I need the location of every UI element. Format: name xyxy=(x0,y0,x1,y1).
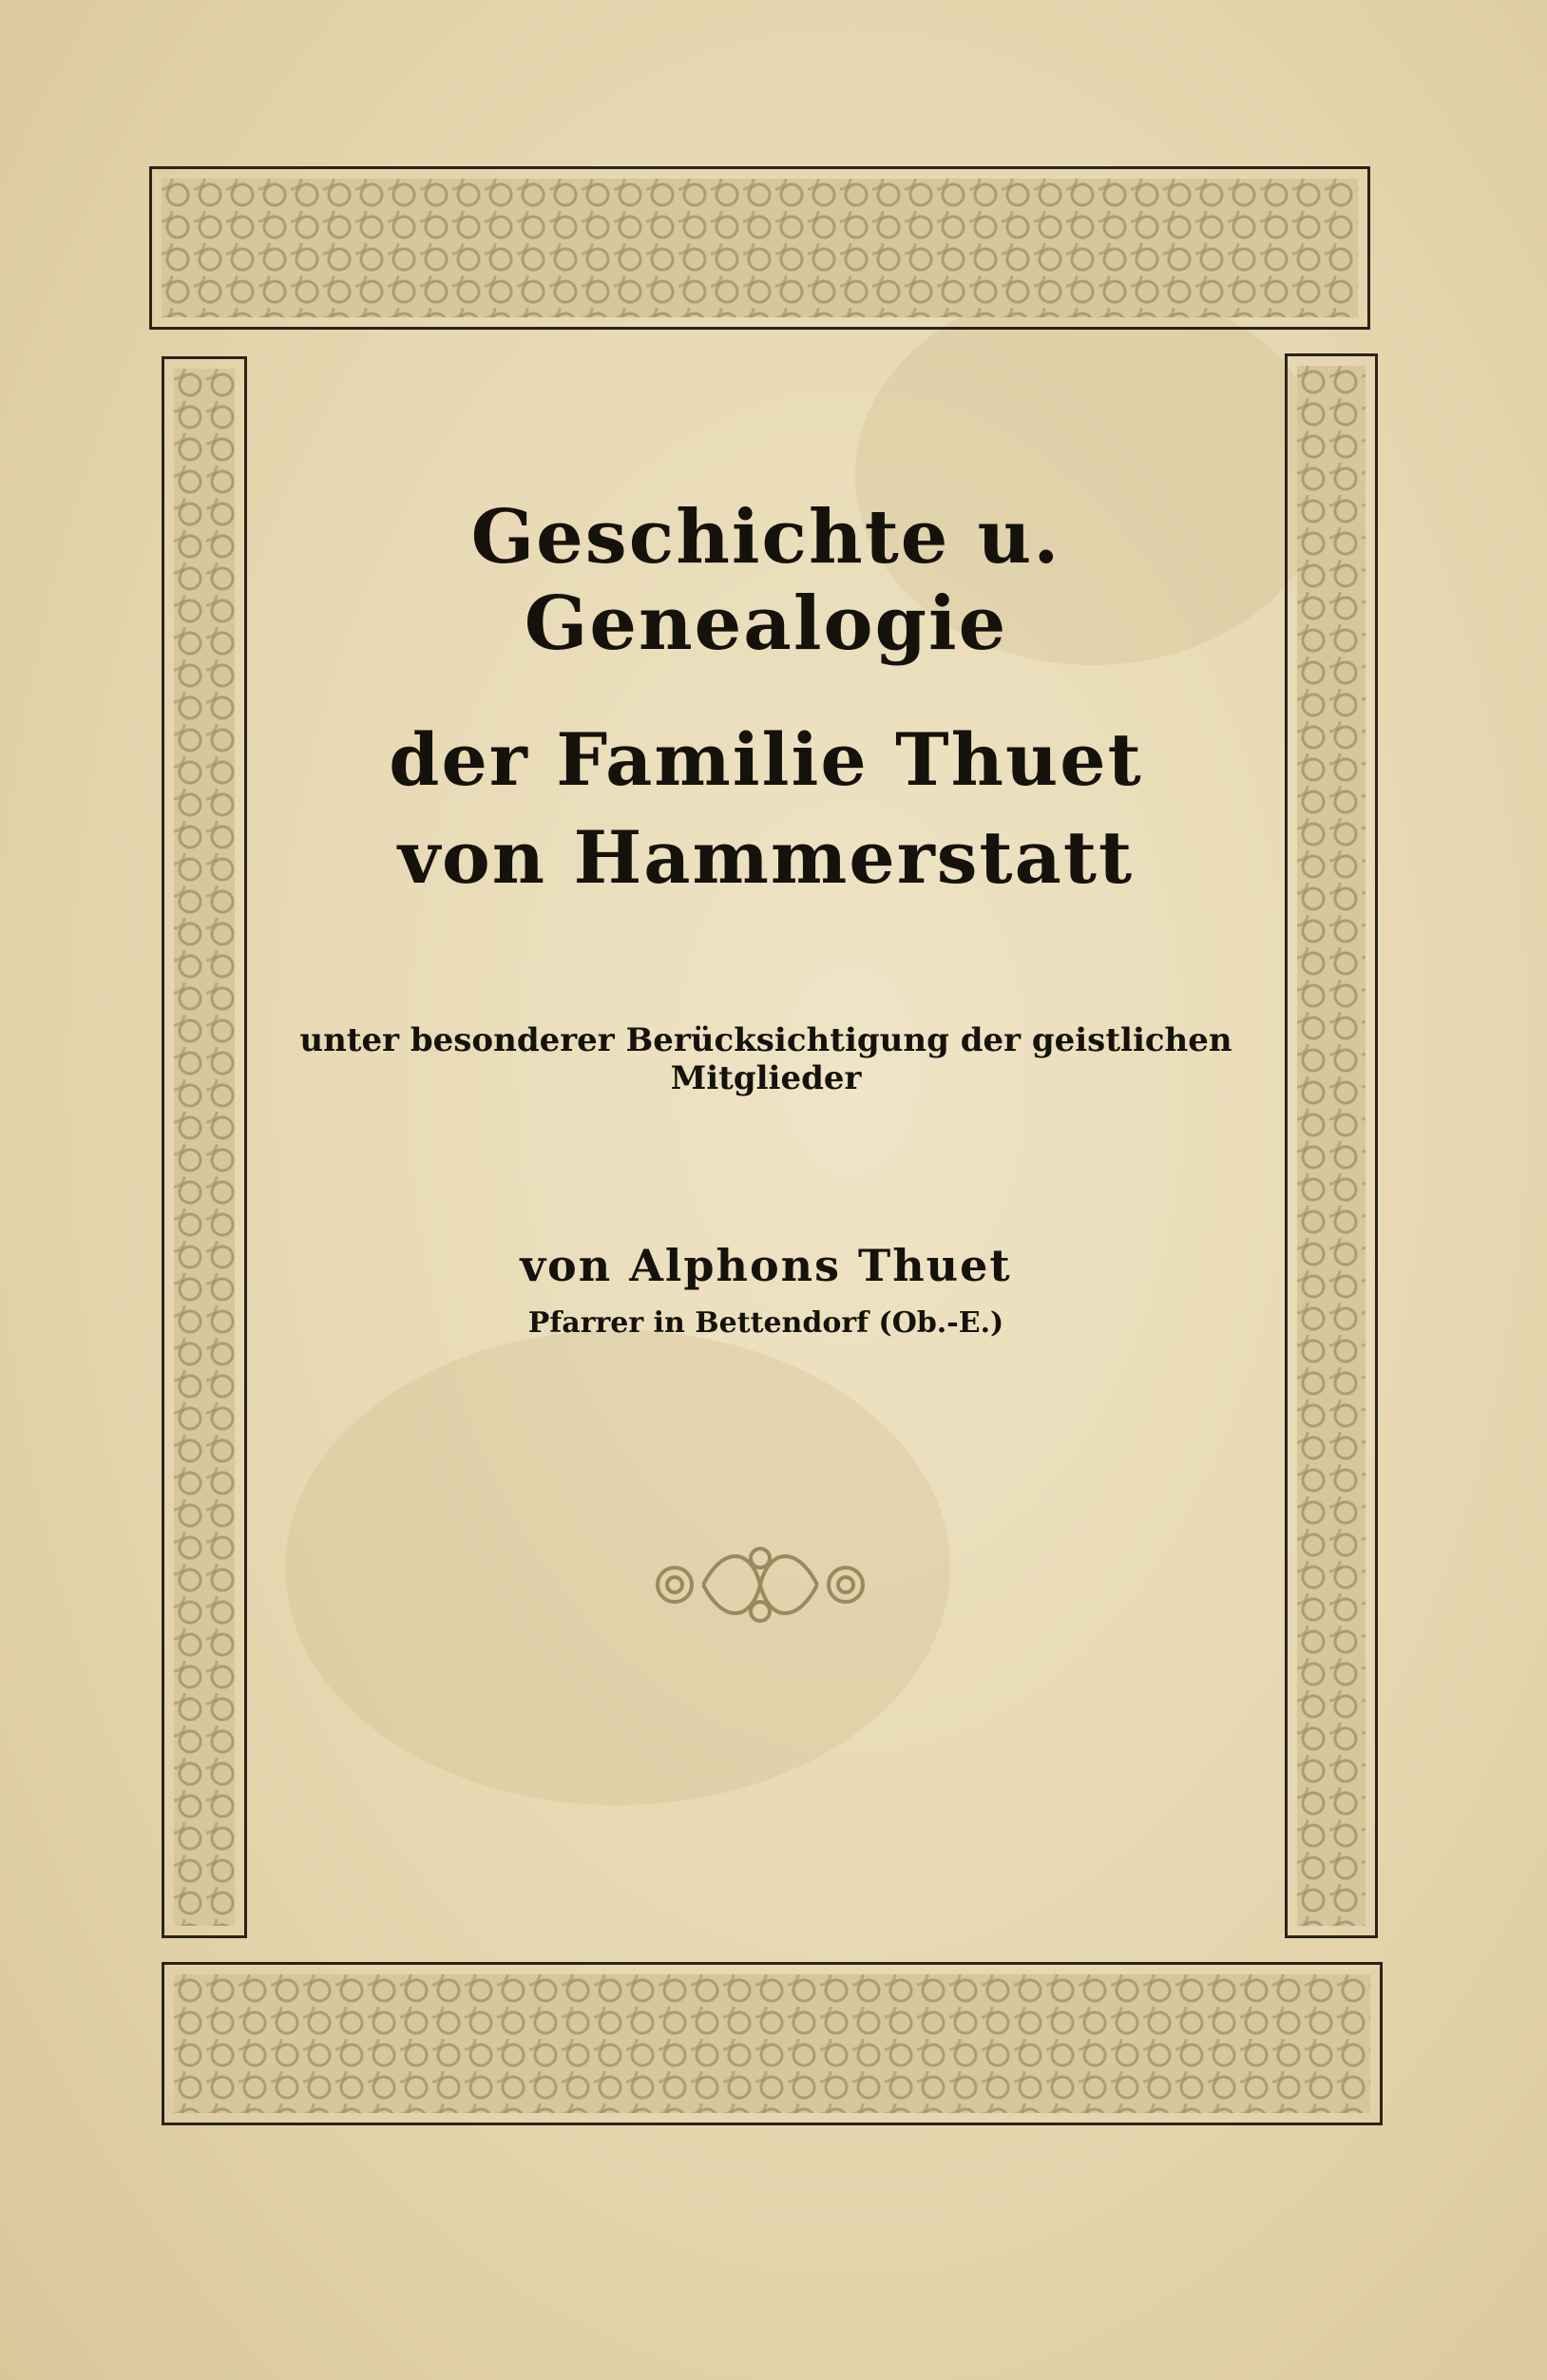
cover-subtitle-line-1: der Familie Thuet xyxy=(389,717,1143,802)
cover-title: Geschichte u. Genealogie xyxy=(470,494,1061,667)
decorative-ornament xyxy=(646,1537,874,1632)
ornamental-border-top xyxy=(149,166,1370,330)
ornamental-border-left xyxy=(162,356,247,1938)
cover-description: unter besonderer Berücksichtigung der geistlichen Mitglieder xyxy=(299,1021,1232,1097)
cover-author-role: Pfarrer in Bettendorf (Ob.-E.) xyxy=(527,1306,1004,1340)
ornamental-border-right xyxy=(1285,353,1378,1938)
cover-subtitle-line-2: von Hammerstatt xyxy=(397,815,1135,900)
cover-author: von Alphons Thuet xyxy=(520,1240,1012,1291)
ornamental-border-bottom xyxy=(162,1962,1383,2125)
